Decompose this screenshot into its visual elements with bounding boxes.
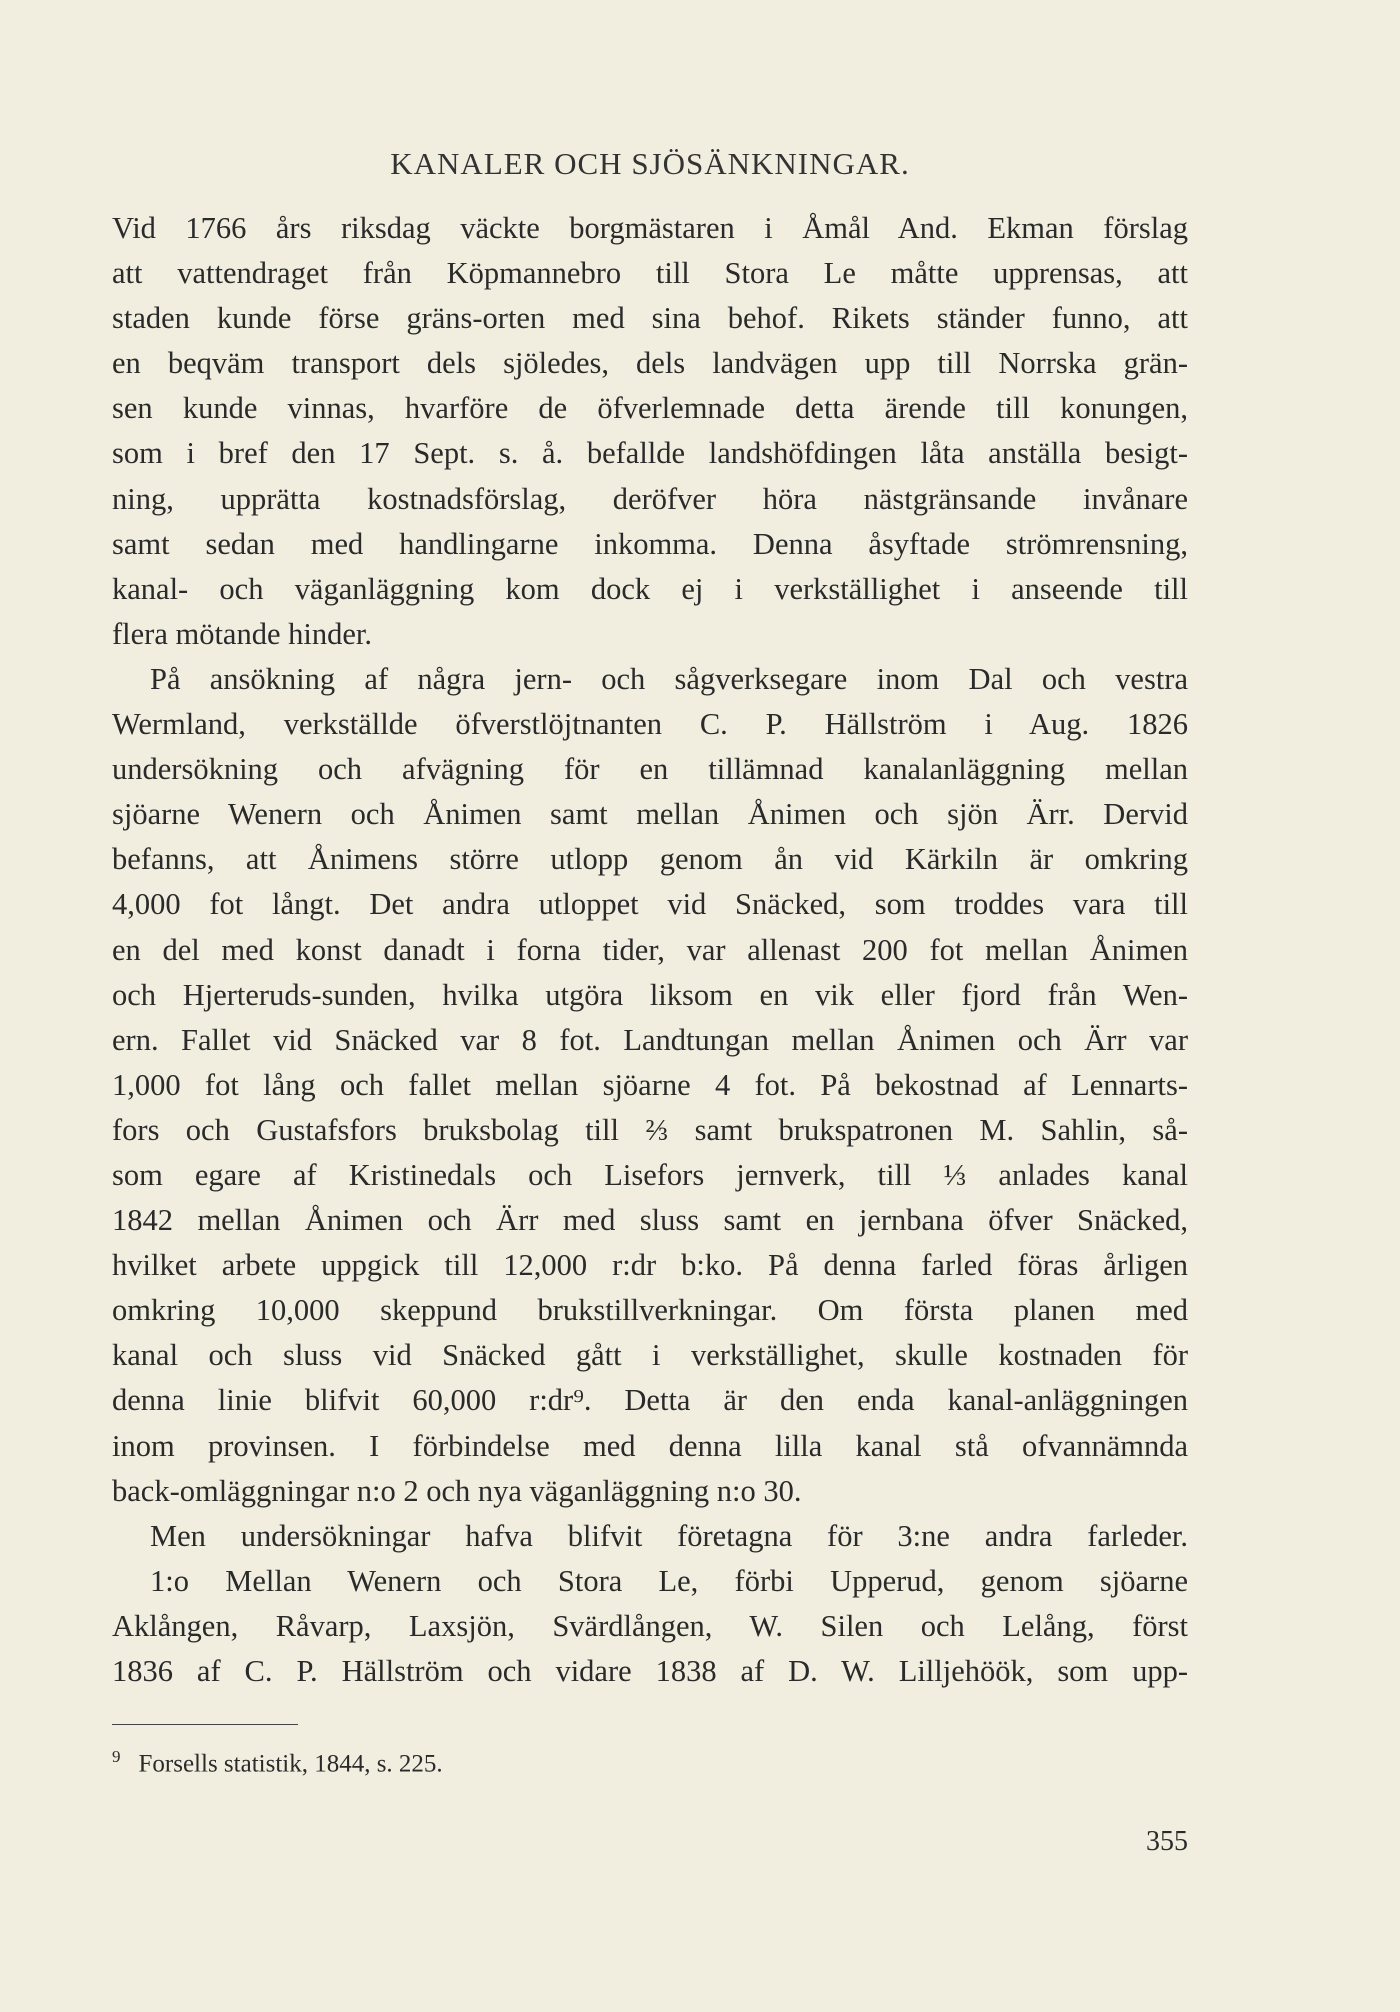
text-line: befanns, att Ånimens större utlopp genom ån vid Kärkiln är omkring xyxy=(112,842,1188,877)
text-line: inom provinsen. I förbindelse med denna lilla kanal stå ofvannämnda xyxy=(112,1428,1188,1463)
page-number: 355 xyxy=(1146,1826,1188,1857)
text-line: På ansökning af några jern- och sågverksegare inom Dal och vestra xyxy=(150,661,1188,696)
document-page xyxy=(112,0,1188,2012)
text-line: back-omläggningar n:o 2 och nya väganläggning n:o 30. xyxy=(112,1473,802,1508)
text-line: fors och Gustafsfors bruksbolag till ⅔ samt brukspatronen M. Sahlin, så- xyxy=(112,1112,1188,1147)
footnote-divider xyxy=(112,1724,298,1725)
text-line: en del med konst danadt i forna tider, var allenast 200 fot mellan Ånimen xyxy=(112,932,1188,967)
footnote-text: Forsells statistik, 1844, s. 225. xyxy=(138,1750,443,1778)
text-line: 1842 mellan Ånimen och Ärr med sluss samt en jernbana öfver Snäcked, xyxy=(112,1203,1188,1238)
text-line: Aklången, Råvarp, Laxsjön, Svärdlången, W. Silen och Lelång, först xyxy=(112,1608,1188,1643)
text-line: att vattendraget från Köpmannebro till Stora Le måtte upprensas, att xyxy=(112,256,1188,291)
footnote-marker: 9 xyxy=(112,1747,121,1766)
text-line: Wermland, verkställde öfverstlöjtnanten C. P. Hällström i Aug. 1826 xyxy=(112,707,1188,742)
text-line: sjöarne Wenern och Ånimen samt mellan Ånimen och sjön Ärr. Dervid xyxy=(112,797,1188,832)
body-text xyxy=(112,206,1188,1694)
text-line: och Hjerteruds-sunden, hvilka utgöra liksom en vik eller fjord från Wen- xyxy=(112,977,1188,1012)
text-line: samt sedan med handlingarne inkomma. Denna åsyftade strömrensning, xyxy=(112,526,1188,561)
text-line: Men undersökningar hafva blifvit företagna för 3:ne andra farleder. xyxy=(150,1518,1188,1553)
text-line: kanal- och väganläggning kom dock ej i verkställighet i anseende till xyxy=(112,571,1188,606)
text-line: denna linie blifvit 60,000 r:dr⁹. Detta är den enda kanal-anläggningen xyxy=(112,1383,1188,1418)
text-line: 4,000 fot långt. Det andra utloppet vid Snäcked, som troddes vara till xyxy=(112,887,1188,922)
text-line: som egare af Kristinedals och Lisefors jernverk, till ⅓ anlades kanal xyxy=(112,1157,1188,1192)
text-line: 1,000 fot lång och fallet mellan sjöarne 4 fot. På bekostnad af Lennarts- xyxy=(112,1067,1188,1102)
text-line: en beqväm transport dels sjöledes, dels landvägen upp till Norrska grän- xyxy=(112,346,1188,381)
text-line: 1:o Mellan Wenern och Stora Le, förbi Upperud, genom sjöarne xyxy=(150,1563,1188,1598)
text-line: omkring 10,000 skeppund brukstillverkningar. Om första planen med xyxy=(112,1293,1188,1328)
text-line: kanal och sluss vid Snäcked gått i verkställighet, skulle kostnaden för xyxy=(112,1338,1188,1373)
text-line: sen kunde vinnas, hvarföre de öfverlemnade detta ärende till konungen, xyxy=(112,391,1188,426)
text-line: Vid 1766 års riksdag väckte borgmästaren i Åmål And. Ekman förslag xyxy=(112,211,1188,245)
text-line: som i bref den 17 Sept. s. å. befallde landshöfdingen låta anställa besigt- xyxy=(112,436,1188,471)
text-line: staden kunde förse gräns-orten med sina behof. Rikets ständer funno, att xyxy=(112,301,1188,336)
text-line: ning, upprätta kostnadsförslag, deröfver höra nästgränsande invånare xyxy=(112,481,1188,516)
text-line: 1836 af C. P. Hällström och vidare 1838 af D. W. Lilljehöök, som upp- xyxy=(112,1654,1188,1688)
footnote xyxy=(112,1737,443,1784)
text-line: flera mötande hinder. xyxy=(112,616,372,651)
page-title: KANALER OCH SJÖSÄNKNINGAR. xyxy=(390,146,910,181)
text-line: hvilket arbete uppgick till 12,000 r:dr b:ko. På denna farled föras årligen xyxy=(112,1248,1188,1283)
text-line: ern. Fallet vid Snäcked var 8 fot. Landtungan mellan Ånimen och Ärr var xyxy=(112,1022,1188,1057)
text-line: undersökning och afvägning för en tillämnad kanalanläggning mellan xyxy=(112,752,1188,787)
